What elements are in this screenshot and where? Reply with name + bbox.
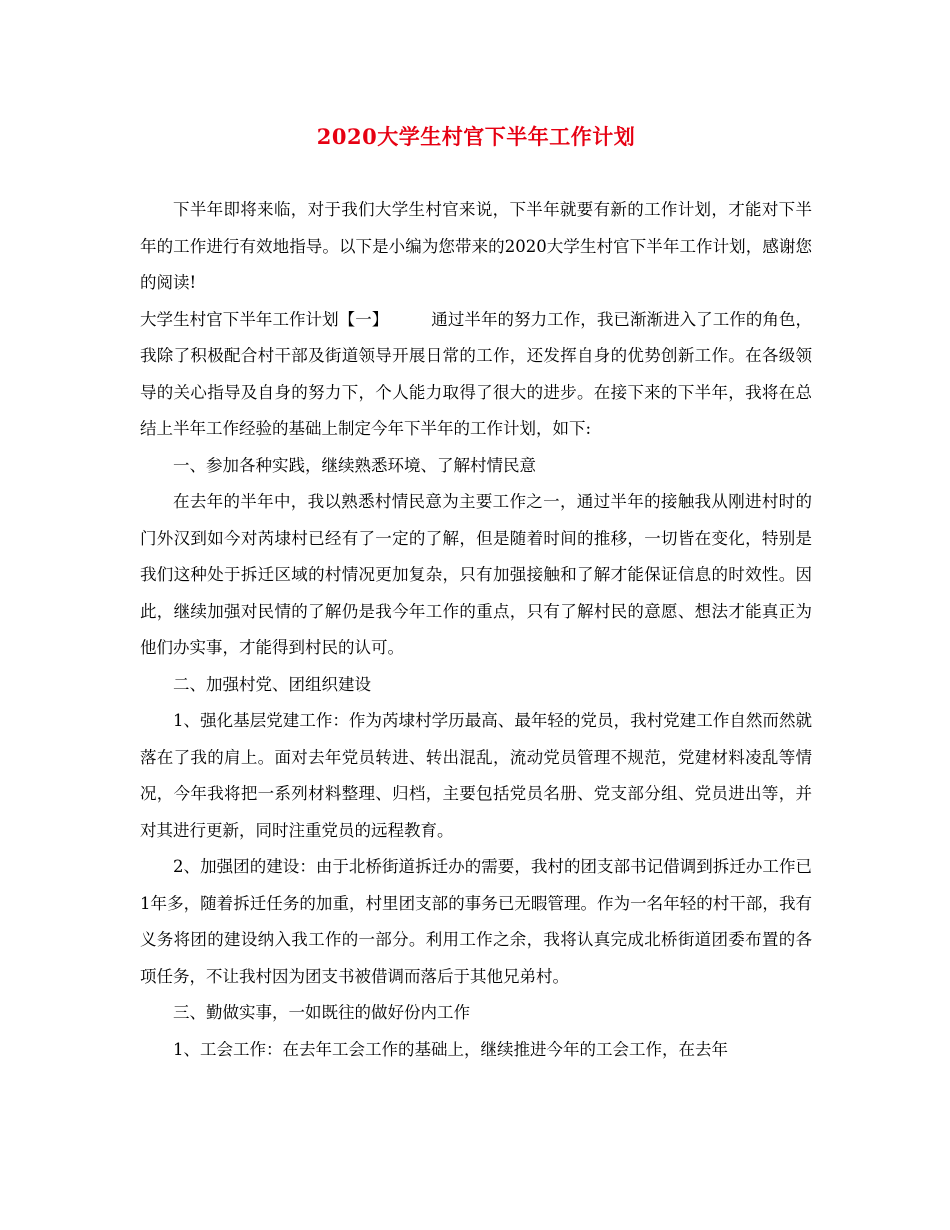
- paragraph-league-building: 2、加强团的建设：由于北桥街道拆迁办的需要，我村的团支部书记借调到拆迁办工作已1年多，随着拆迁任务的加重，村里团支部的事务已无暇管理。作为一名年轻的村干部，我有义务将团的建设纳入我工作的一部分。利用工作之余，我将认真完成北桥街道团委布置的各项任务，不让我村因为团支书被借调而落后于其他兄弟村。: [140, 857, 812, 986]
- subheading-two: 二、加强村党、团组织建设: [173, 674, 371, 694]
- subheading-one: 一、参加各种实践，继续熟悉环境、了解村情民意: [173, 455, 536, 475]
- document-title: 2020大学生村官下半年工作计划: [316, 124, 636, 149]
- subheading-three: 三、勤做实事，一如既往的做好份内工作: [173, 1003, 470, 1022]
- section-one-paragraph: [140, 302, 812, 448]
- paragraph-union-work: 1、工会工作：在去年工会工作的基础上，继续推进今年的工会工作，在去年: [173, 1039, 728, 1059]
- section-heading: 大学生村官下半年工作计划【一】: [140, 309, 389, 329]
- section-one-text: 通过半年的努力工作，我已渐渐进入了工作的角色，我除了积极配合村干部及街道领导开展日常的工作，还发挥自身的优势创新工作。在各级领导的关心指导及自身的努力下，个人能力取得了很大的进步。在接下来的下半年，我将在总结上半年工作经验的基础上制定今年下半年的工作计划，如下:: [140, 309, 813, 438]
- intro-paragraph: 下半年即将来临，对于我们大学生村官来说，下半年就要有新的工作计划，才能对下半年的工作进行有效地指导。以下是小编为您带来的2020大学生村官下半年工作计划，感谢您的阅读!: [140, 200, 812, 292]
- paragraph-village-info: 在去年的半年中，我以熟悉村情民意为主要工作之一，通过半年的接触我从刚进村时的门外汉到如今对芮埭村已经有了一定的了解，但是随着时间的推移，一切皆在变化，特别是我们这种处于拆迁区域的村情况更加复杂，只有加强接触和了解才能保证信息的时效性。因此，继续加强对民情的了解仍是我今年工作的重点，只有了解村民的意愿、想法才能真正为他们办实事，才能得到村民的认可。: [140, 492, 812, 657]
- document-body: [140, 192, 812, 1068]
- paragraph-party-building: 1、强化基层党建工作：作为芮埭村学历最高、最年轻的党员，我村党建工作自然而然就落在了我的肩上。面对去年党员转进、转出混乱，流动党员管理不规范，党建材料凌乱等情况，今年我将把一系列材料整理、归档，主要包括党员名册、党支部分组、党员进出等，并对其进行更新，同时注重党员的远程教育。: [140, 711, 812, 840]
